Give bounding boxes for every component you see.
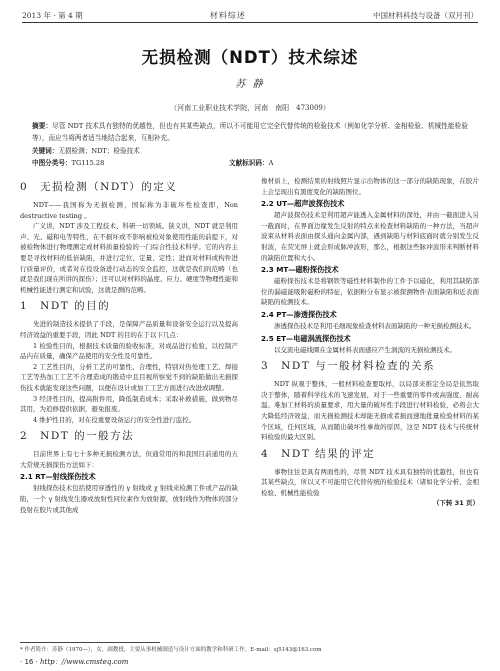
paragraph: 超声波探伤技术是利用超声能透入金属材料的深处，并由一截面进入另一截面时，在界面边缘发生反射的特点来检查材料缺陷的一种方法，当超声波束从材料表面由探头通向金属内部，遇到缺陷与材料底面时就分别发生反射波，在荧光屏上就会形成脉冲波形，那么，根据这些脉冲波形来判断材料的缺陷位置和大小。	[261, 211, 479, 262]
subsection-heading: 2.5 ET—电磁涡流探伤技术	[261, 333, 351, 343]
right-column	[261, 176, 479, 509]
clc-value: TG115.28	[71, 159, 105, 167]
section-heading: 2 NDT 的一般方法	[20, 430, 135, 443]
paragraph: 先进的制造技术提供了手段，是保障产品质量和设备安全运行以及提高经济效益的重要手段，因此 NDT 的目的在于以下几点：	[20, 320, 238, 339]
paragraph: 4 维护性目的，对在役重要设备运行的安全性进行监控。	[33, 415, 196, 424]
page-number: · 16 ·	[20, 658, 38, 666]
continued-note: （下转 31 页）	[432, 499, 479, 508]
paragraph: 以交流电磁线圈在金属材料表面感应产生涡流的无损检测技术。	[274, 345, 456, 354]
left-column	[20, 176, 238, 515]
abstract-label: 摘要：	[32, 122, 53, 130]
footnote-rule	[20, 642, 160, 643]
keywords-text: 无损检测；NDT；检验技术	[58, 147, 140, 155]
issue-label: 2013 年 · 第 4 期	[22, 10, 83, 20]
keywords	[32, 145, 468, 155]
author-affiliation: （河南工业职业技术学院，河南 南阳 473009）	[170, 104, 330, 112]
clc-label: 中图分类号：	[32, 159, 72, 167]
section-label: 材料综述	[209, 10, 246, 20]
subsection-heading: 2.2 UT—超声波探伤技术	[261, 199, 345, 209]
journal-url[interactable]: http：//www.cmsteq.com	[40, 658, 129, 666]
paragraph: 2 工艺性目的，分析工艺的可靠性、合理性，特别对热处理工艺、焊接工艺等热加工工艺不合理造成的锻造中且目视所察觉不到的缺陷做出无损探伤技术就能发现这些问题，以便在设计或加工工艺方面进行改进或调整。	[20, 362, 238, 392]
header-rule	[22, 22, 478, 23]
subsection-heading: 2.3 MT—磁粉探伤技术	[261, 265, 339, 275]
section-heading: 3 NDT 与一般材料检查的关系	[261, 360, 436, 373]
paragraph: 事物往往是具有两面性的，尽管 NDT 技术具有独特的优越性，但也有其某些缺点，所以又不可能用它代替传统的检验技术（诸如化学分析、金相检验、机械性能检验	[261, 467, 479, 497]
subsection-heading: 2.1 RT—射线探伤技术	[20, 472, 96, 482]
paragraph: 1 检验性目的，根据技术质量的验收标准，对成品进行检验，以控制产品内在质量，确保产品使用的安全性及可靠性。	[20, 341, 238, 361]
paragraph: NDT——我国称为无损检测，国际称为非破坏性检查即，Non destructive testing 。	[20, 201, 238, 220]
doc-label: 文献标识码：	[229, 159, 269, 167]
article-author: 苏 静	[235, 79, 265, 90]
page-footer	[20, 657, 220, 667]
paragraph: NDT 纵观于整体，一般材料检查要取样，以局部来推定全局是依然取决于整体，随着科学技术的飞速发展，对于一些重要的零件或高强度、耐高温、难加工材料的质量要求，用大量的破坏性手段进行材料检验，必将会大大降低经济效益，而无损检测技术却能无损或者损而速地批量检验材料的某个区域，任何区域，从而随出破坏性事故的原因，这是 NDT 技术与传统材料检验的最大区别。	[261, 380, 479, 442]
paragraph: 渗透探伤技术是利用毛细现象检查材料表面缺陷的一种无损检测技术。	[274, 321, 476, 330]
paragraph: 磁粉探伤技术是将钢铁等磁性材料制作的工件予以磁化，利用其缺陷部位的漏磁能吸附磁粉的特征，依据粉分布显示被探测物件表面缺陷和近表面缺陷的检测技术。	[261, 277, 479, 307]
article-title: 无损检测（NDT）技术综述	[141, 48, 359, 67]
paragraph: 像材质上，检测结果的射线照片显示出物体的这一部分的缺陷现象，在胶片上会呈现出有黑度变化的缺陷图位。	[261, 177, 479, 196]
document-code	[229, 157, 273, 167]
author-footnote: * 作者简介：苏静（1970—），女，副教授，主要从事机械制造与设计方面的教学和科研工作。E-mail：sj5143@163.com	[20, 647, 322, 653]
paragraph: 3 经济性目的，提高附件用，降低制造成本；采取补救措施，做到物尽其用，为追修提供依据，避免报废。	[20, 394, 238, 414]
section-heading: 0 无损检测（NDT）的定义	[20, 181, 178, 193]
abstract-text: 尽管 NDT 技术具有独特的优越性，但也有其某些缺点，所以不可能用它完全代替传统的检验技术（例如化学分析、金相检验、机械性能检验等），而应当将两者适当地结合起来，互相补充。	[32, 122, 468, 142]
abstract	[32, 121, 468, 144]
paragraph: 目前世界上有七十多种无损检测方法，但通常用的和我国目前通用的五大常规无损探伤方法如下：	[20, 450, 238, 469]
subsection-heading: 2.4 PT—渗透探伤技术	[261, 309, 337, 319]
classification-line	[32, 157, 468, 167]
doc-value: A	[268, 159, 274, 167]
section-heading: 4 NDT 结果的评定	[261, 447, 376, 460]
keywords-label: 关键词：	[32, 147, 59, 155]
journal-name: 中国材料科技与设备（双月刊）	[372, 10, 478, 20]
paragraph: 射线探伤技术包括使用穿透性的 γ 射线或 χ 射线来检测工件或产品的缺陷，一个 γ 射线发生器或放射性同位素作为放射源，放射线作为物体的部分投射在胶片或其他成	[20, 484, 238, 514]
section-heading: 1 NDT 的目的	[20, 300, 111, 313]
running-header	[22, 8, 478, 22]
paragraph: 广义讲，NDT 涉及工程技术、科研一切领域。狭义讲，NDT 就是利用声、光、磁和电等特性，在不损坏或不影响被检对象使用性能的前提下，对被检物体进行物理测定或材料质量检验的一门综合性技术科学。它的内容主要是寻找材料的低倍缺陷，并进行定位、定量、定性；进而对材料或构件进行质量评价，或者对在役设备进行动态的安全监控，这就是我们的范畴（也就是我们现在所讲的探伤）；还可以对材料的晶度、应力、硬度等物理性能和机械性能进行测定和试验，这就是测的范畴。	[20, 222, 238, 294]
